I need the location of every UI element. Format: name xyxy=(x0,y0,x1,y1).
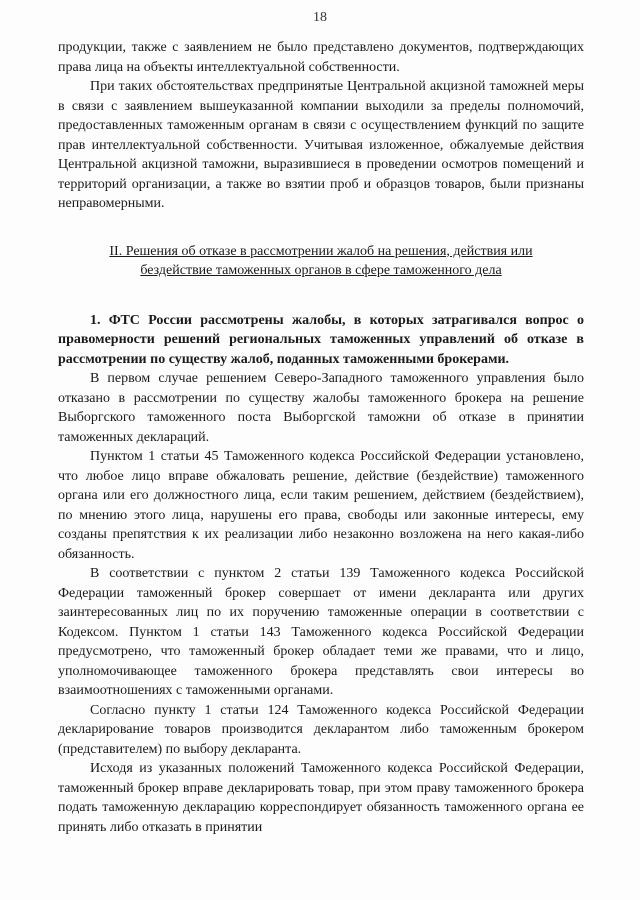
paragraph: Исходя из указанных положений Таможенного кодекса Российской Федерации, таможенный брокер вправе декларировать товар, при этом праву таможенного брокера подать таможенную декларацию корреспондирует обязанность таможенного органа ее принять либо отказать в принятии xyxy=(58,761,584,835)
paragraph: При таких обстоятельствах предпринятые Центральной акцизной таможней меры в связи с заявлением вышеуказанной компании выходили за пределы полномочий, предоставленных таможенным органам в связи с осуществлением функций по защите прав интеллектуальной собственности. Учитывая изложенное, обжалуемые действия Центральной акцизной таможни, выразившиеся в проведении осмотров помещений и территорий организации, а также во взятии проб и образцов товаров, были признаны неправомерными. xyxy=(58,79,584,211)
paragraph: В соответствии с пунктом 2 статьи 139 Таможенного кодекса Российской Федерации таможенный брокер совершает от имени декларанта или других заинтересованных лиц по их поручению таможенные операции в соответствии с Кодексом. Пунктом 1 статьи 143 Таможенного кодекса Российской Федерации предусмотрено, что таможенный брокер обладает теми же правами, что и лицо, уполномочивающее таможенного брокера представлять свои интересы во взаимоотношениях с таможенными органами. xyxy=(58,566,584,698)
paragraph: Пунктом 1 статьи 45 Таможенного кодекса Российской Федерации установлено, что любое лицо вправе обжаловать решение, действие (бездействие) таможенного органа или его должностного лица, если таким решением, действием (бездействием), по мнению этого лица, нарушены его права, свободы или законные интересы, ему созданы препятствия к их реализации либо незаконно возложена на него какая-либо обязанность. xyxy=(58,449,584,562)
bold-paragraph: 1. ФТС России рассмотрены жалобы, в которых затрагивался вопрос о правомерности решений региональных таможенных управлений об отказе в рассмотрении по существу жалоб, поданных таможенными брокерами. xyxy=(58,312,584,367)
section-heading: II. Решения об отказе в рассмотрении жалоб на решения, действия или бездействие таможенных органов в сфере таможенного дела xyxy=(109,243,533,278)
paragraph: Согласно пункту 1 статьи 124 Таможенного кодекса Российской Федерации декларирование товаров производится декларантом либо таможенным брокером (представителем) по выбору декларанта. xyxy=(58,702,584,757)
paragraph: В первом случае решением Северо-Западного таможенного управления было отказано в рассмотрении по существу жалобы таможенного брокера на решение Выборгского таможенного поста Выборгской таможни об отказе в принятии таможенных деклараций. xyxy=(58,371,584,445)
page-number: 18 xyxy=(313,10,327,25)
document-body xyxy=(58,38,584,837)
paragraph: продукции, также с заявлением не было представлено документов, подтверждающих права лица на объекты интеллектуальной собственности. xyxy=(58,40,584,75)
